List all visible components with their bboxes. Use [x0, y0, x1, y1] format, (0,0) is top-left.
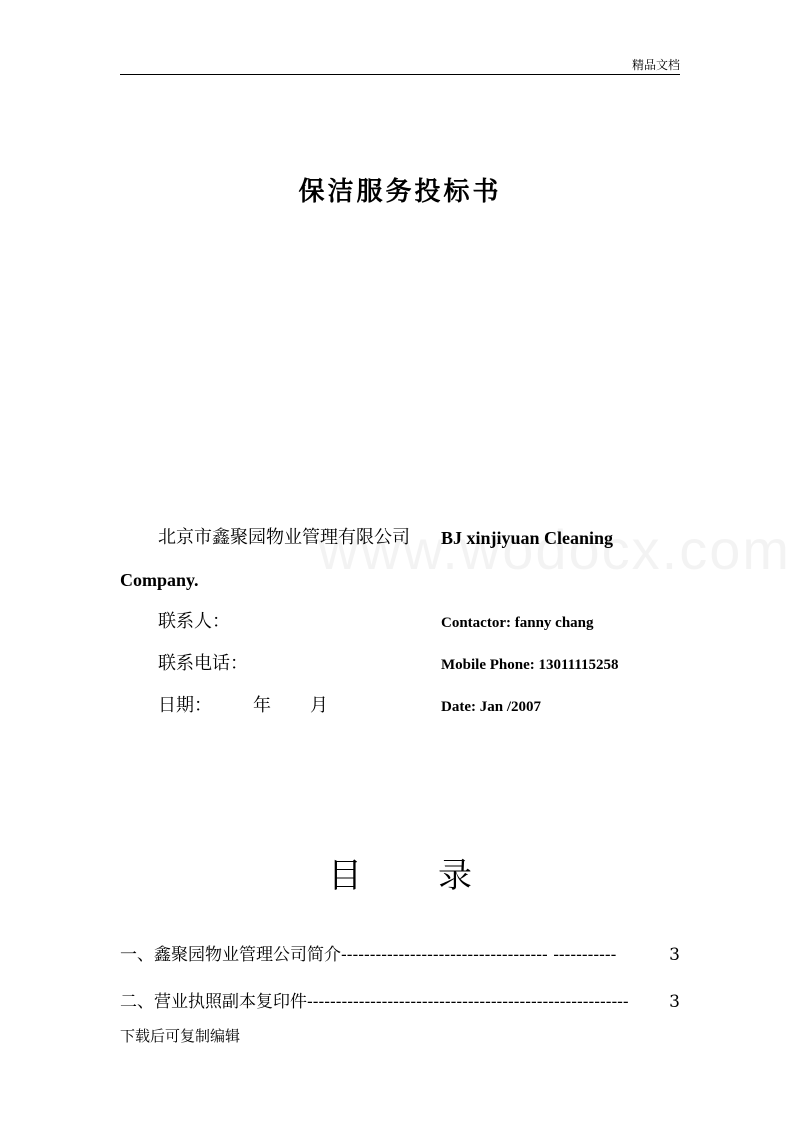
toc-entry	[120, 943, 680, 967]
date-label-en: Date: Jan /2007	[441, 699, 541, 715]
toc-title-char-1: 目	[328, 856, 362, 896]
company-name-cn: 北京市鑫聚园物业管理有限公司	[158, 527, 410, 548]
company-name-en-continued: Company.	[120, 570, 199, 590]
document-title: 保洁服务投标书	[298, 177, 502, 207]
header-rule	[120, 74, 680, 75]
contact-label-en: Contactor: fanny chang	[441, 615, 594, 631]
company-name-en: BJ xinjiyuan Cleaning	[441, 528, 614, 548]
toc-entry-page: 3	[669, 992, 680, 1012]
date-label-cn: 日期：	[158, 695, 212, 716]
toc-entry-leader: --------------------------------------------------------	[307, 992, 629, 1012]
toc-entry-page: 3	[669, 945, 680, 965]
toc-entry-text: 一、鑫聚园物业管理公司简介	[120, 945, 341, 965]
date-month-char: 月	[310, 695, 328, 716]
phone-label-en: Mobile Phone: 13011115258	[441, 657, 619, 673]
header-label: 精品文档	[631, 58, 680, 72]
toc-entry	[120, 990, 680, 1014]
contact-label-cn: 联系人：	[158, 611, 230, 632]
toc-entry-leader: ------------------------------------ -----------	[341, 945, 617, 965]
date-year-char: 年	[253, 695, 271, 716]
footer-note: 下载后可复制编辑	[120, 1027, 241, 1045]
toc-title-char-2: 录	[438, 856, 472, 896]
phone-label-cn: 联系电话：	[158, 653, 248, 674]
toc-entry-text: 二、营业执照副本复印件	[120, 992, 307, 1012]
